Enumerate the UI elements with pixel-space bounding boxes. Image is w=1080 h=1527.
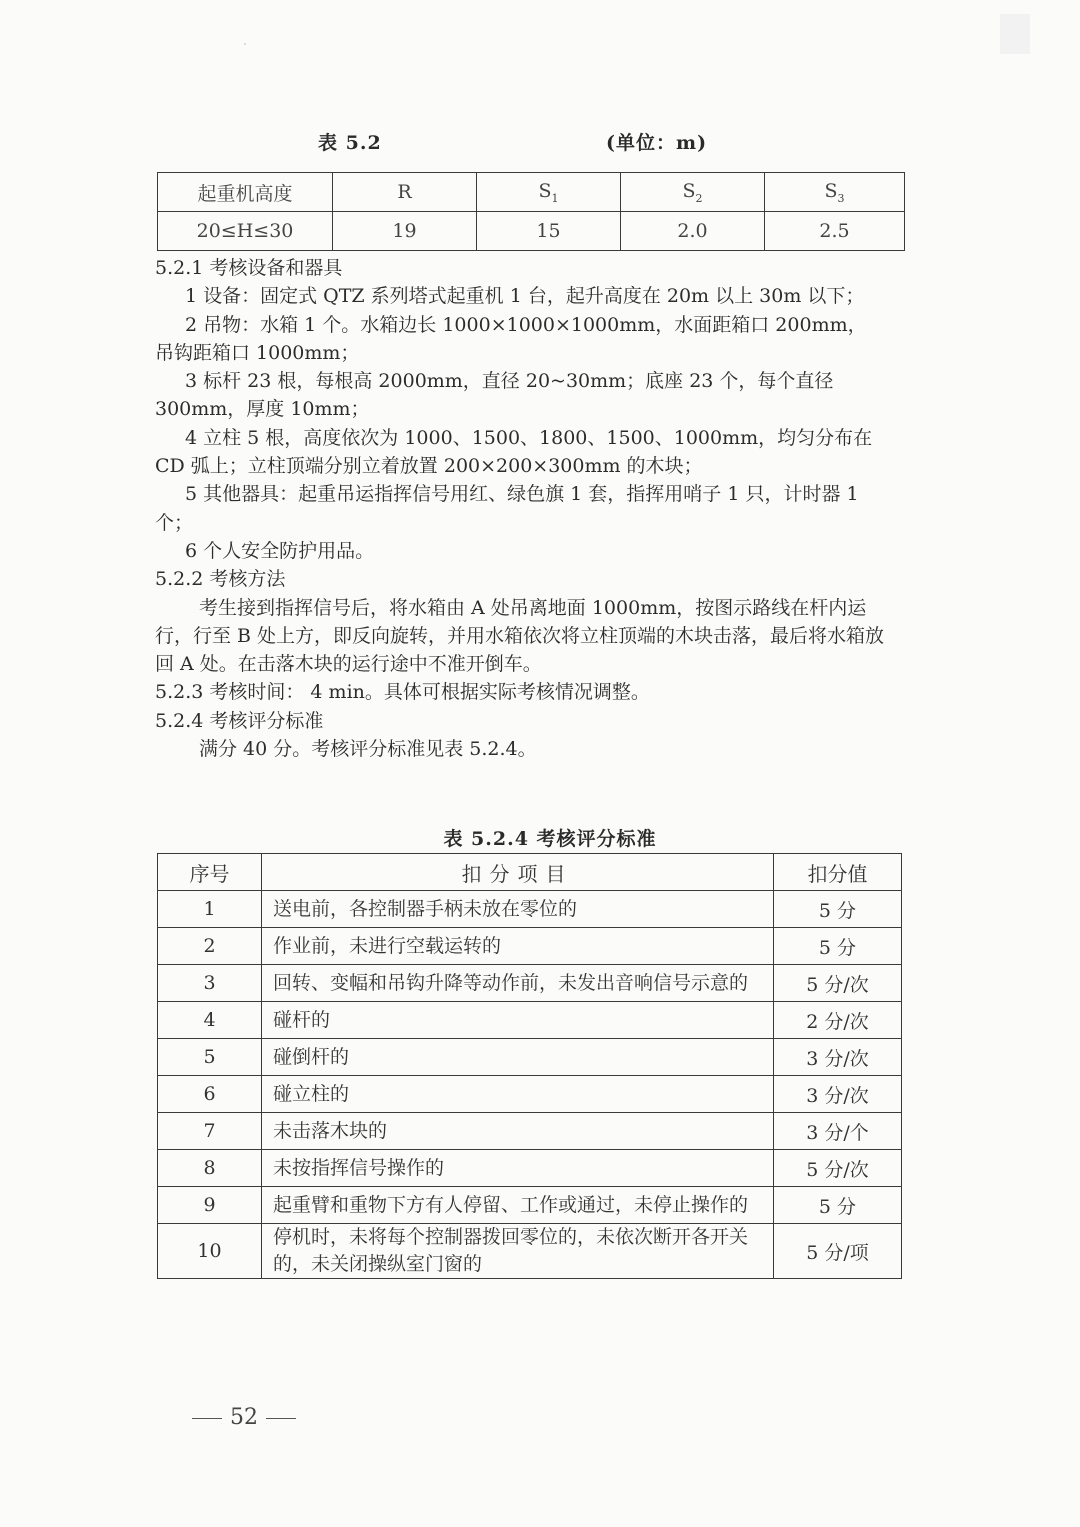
table-5-2-4 <box>157 853 902 1279</box>
table-row <box>158 965 902 1002</box>
list-item: 1 设备：固定式 QTZ 系列塔式起重机 1 台，起升高度在 20m 以上 30m 以下； <box>185 285 865 308</box>
list-item: 3 标杆 23 根，每根高 2000mm，直径 20~30mm；底座 23 个，每个直径 300mm，厚度 10mm； <box>155 370 834 421</box>
row-item: 起重臂和重物下方有人停留、工作或通过，未停止操作的 <box>262 1187 774 1224</box>
row-item: 未击落木块的 <box>262 1113 774 1150</box>
table-5-2-title: 表 5.2 <box>318 132 382 154</box>
paragraph: 满分 40 分。考核评分标准见表 5.2.4。 <box>199 738 537 761</box>
row-number: 5 <box>158 1039 262 1076</box>
table-row <box>158 1076 902 1113</box>
header-cell-height: 起重机高度 <box>158 173 333 212</box>
table-cell: 2.5 <box>765 212 905 251</box>
table-cell: 19 <box>333 212 477 251</box>
section-heading: 5.2.4 考核评分标准 <box>155 709 324 732</box>
row-item: 碰倒杆的 <box>262 1039 774 1076</box>
table-row <box>158 1150 902 1187</box>
table-5-2-unit: (单位：m) <box>606 132 708 154</box>
row-score: 5 分/次 <box>774 965 902 1002</box>
subscript: 1 <box>551 191 559 205</box>
table-5-2 <box>157 172 905 251</box>
row-item: 作业前，未进行空载运转的 <box>262 928 774 965</box>
header-cell-item: 扣分项目 <box>262 854 774 891</box>
table-row <box>158 1113 902 1150</box>
table-row <box>158 1224 902 1279</box>
row-score: 5 分/项 <box>774 1224 902 1279</box>
section-heading: 5.2.1 考核设备和器具 <box>155 257 343 279</box>
table-row <box>158 928 902 965</box>
header-cell-score: 扣分值 <box>774 854 902 891</box>
footer-dash <box>266 1418 296 1419</box>
row-number: 6 <box>158 1076 262 1113</box>
row-number: 9 <box>158 1187 262 1224</box>
table-cell: 15 <box>477 212 621 251</box>
list-item: 6 个人安全防护用品。 <box>185 539 375 562</box>
row-score: 5 分 <box>774 891 902 928</box>
table-row <box>158 212 905 251</box>
table-row <box>158 1187 902 1224</box>
header-cell-s2: $S_2$ <box>621 173 765 212</box>
paragraph: 考生接到指挥信号后，将水箱由 A 处吊离地面 1000mm，按图示路线在杆内运行，行至 B 处上方，即反向旋转，并用水箱依次将立柱顶端的木块击落，最后将水箱放回 A 处。在击落木块的运行途中不准开倒车。 <box>155 596 885 676</box>
table-row <box>158 891 902 928</box>
header-cell-s3: $S_3$ <box>765 173 905 212</box>
list-item: 4 立柱 5 根，高度依次为 1000、1500、1800、1500、1000mm，均匀分布在 CD 弧上；立柱顶端分别立着放置 200×200×300mm 的木块； <box>155 426 873 478</box>
subscript: 3 <box>837 191 845 205</box>
row-item: 碰立柱的 <box>262 1076 774 1113</box>
section-heading: 5.2.2 考核方法 <box>155 568 286 591</box>
row-item: 碰杆的 <box>262 1002 774 1039</box>
row-item: 停机时，未将每个控制器拨回零位的，未依次断开各开关的，未关闭操纵室门窗的 <box>262 1224 774 1279</box>
table-header-row <box>158 173 905 212</box>
page-footer <box>184 1405 304 1430</box>
row-number: 3 <box>158 965 262 1002</box>
row-score: 3 分/个 <box>774 1113 902 1150</box>
row-number: 4 <box>158 1002 262 1039</box>
scan-speck <box>244 43 246 45</box>
row-number: 2 <box>158 928 262 965</box>
header-cell-r: R <box>333 173 477 212</box>
row-item: 回转、变幅和吊钩升降等动作前，未发出音响信号示意的 <box>262 965 774 1002</box>
list-item: 5 其他器具：起重吊运指挥信号用红、绿色旗 1 套，指挥用哨子 1 只，计时器 1 个； <box>155 483 859 534</box>
row-item: 送电前，各控制器手柄未放在零位的 <box>262 891 774 928</box>
row-score: 3 分/次 <box>774 1076 902 1113</box>
row-number: 1 <box>158 891 262 928</box>
table-row <box>158 1002 902 1039</box>
header-cell-s1: $S_1$ <box>477 173 621 212</box>
footer-dash <box>192 1418 222 1419</box>
row-score: 3 分/次 <box>774 1039 902 1076</box>
row-number: 10 <box>158 1224 262 1279</box>
row-score: 2 分/次 <box>774 1002 902 1039</box>
table-header-row <box>158 854 902 891</box>
row-number: 7 <box>158 1113 262 1150</box>
row-score: 5 分 <box>774 928 902 965</box>
table-5-2-4-title: 表 5.2.4 考核评分标准 <box>443 828 657 850</box>
row-score: 5 分 <box>774 1187 902 1224</box>
table-cell: 20≤H≤30 <box>158 212 333 251</box>
page-number: 52 <box>230 1405 258 1430</box>
header-cell-no: 序号 <box>158 854 262 891</box>
row-score: 5 分/次 <box>774 1150 902 1187</box>
body-text <box>155 254 885 763</box>
section-line: 5.2.3 考核时间： 4 min。具体可根据实际考核情况调整。 <box>155 681 650 704</box>
table-5-2-caption <box>0 128 1080 158</box>
table-cell: 2.0 <box>621 212 765 251</box>
table-row <box>158 1039 902 1076</box>
list-item: 2 吊物：水箱 1 个。水箱边长 1000×1000×1000mm，水面距箱口 200mm，吊钩距箱口 1000mm； <box>155 313 867 364</box>
row-item: 未按指挥信号操作的 <box>262 1150 774 1187</box>
scan-shadow <box>1000 14 1030 54</box>
row-number: 8 <box>158 1150 262 1187</box>
subscript: 2 <box>695 191 703 205</box>
